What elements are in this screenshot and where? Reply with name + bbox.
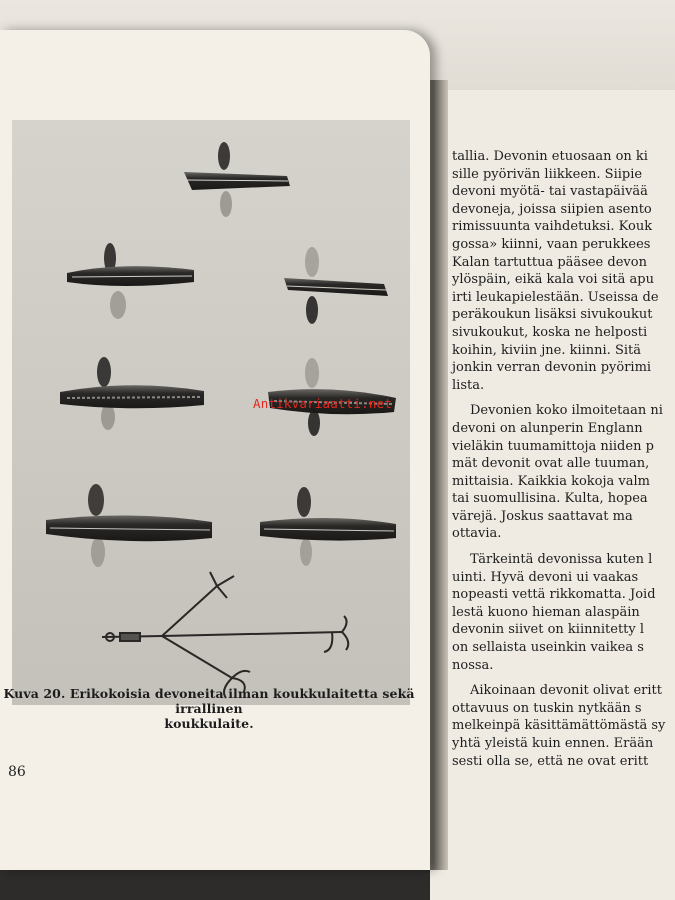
figure-caption [0, 686, 418, 731]
text-line: peräkoukun lisäksi sivukoukut [452, 307, 653, 323]
devon-lures-image [12, 120, 410, 705]
paragraph-gap [452, 394, 675, 402]
text-line: yhtä yleistä kuin ennen. Erään [452, 736, 654, 751]
text-line: vieläkin tuumamittoja niiden p [452, 438, 654, 454]
text-line: devoni myötä- tai vastapäivää [452, 184, 648, 200]
text-line: ylöspäin, eikä kala voi sitä apu [452, 272, 654, 288]
text-line: gossa» kiinni, vaan perukkees [452, 236, 651, 252]
lure-photograph [12, 120, 410, 705]
text-line: Devonien koko ilmoitetaan ni [470, 403, 663, 419]
watermark-text: Antikvariaatti.net [253, 396, 393, 411]
text-line: uinti. Hyvä devoni ui vaakas [452, 569, 639, 585]
text-line: lista. [452, 377, 485, 393]
text-line: mät devonit ovat alle tuuman, [452, 456, 650, 472]
caption-line-2: koukkulaite. [164, 716, 254, 731]
text-line: Tärkeintä devonissa kuten l [470, 552, 653, 568]
text-line: jonkin verran devonin pyörimi [452, 360, 652, 376]
paragraph-gap [452, 543, 675, 551]
text-line: koihin, kiviin jne. kiinni. Sitä [452, 342, 641, 358]
text-line: nossa. [452, 657, 494, 673]
text-line: lestä kuono hieman alaspäin [452, 604, 640, 620]
text-line: ottavia. [452, 526, 502, 542]
left-page [0, 30, 430, 870]
text-line: sille pyörivän liikkeen. Siipie [452, 166, 643, 182]
text-line: devoni on alunperin Englann [452, 420, 643, 436]
text-line: tallia. Devonin etuosaan on ki [452, 149, 648, 164]
text-line: devoneja, joissa siipien asento [452, 201, 652, 217]
text-line: värejä. Joskus saattavat ma [452, 508, 633, 524]
text-line: tai suomullisina. Kulta, hopea [452, 491, 648, 507]
text-line: devonin siivet on kiinnitetty l [452, 622, 645, 638]
caption-line-1: Kuva 20. Erikokoisia devoneita ilman koukkulaitetta sekä irrallinen [3, 686, 415, 716]
text-line: sivukoukut, koska ne helposti [452, 324, 648, 340]
text-line: Aikoinaan devonit olivat eritt [470, 683, 662, 699]
text-line: sesti olla se, että ne ovat eritt [452, 753, 649, 769]
text-line: rimissuunta vaihdetuksi. Kouk [452, 219, 653, 235]
right-page-text [452, 148, 675, 770]
text-line: on sellaista useinkin vaikea s [452, 640, 644, 656]
text-line: nopeasti vettä rikkomatta. Joid [452, 587, 656, 603]
text-line: mittaisia. Kaikkia kokoja valm [452, 473, 651, 489]
text-line: ottavuus on tuskin nytkään s [452, 700, 642, 716]
paragraph-gap [452, 674, 675, 682]
text-line: Kalan tartuttua pääsee devon [452, 254, 647, 270]
page-number: 86 [8, 764, 26, 780]
text-line: melkeinpä käsittämättömästä sy [452, 718, 666, 734]
text-line: irti leukapielestään. Useissa de [452, 289, 659, 305]
